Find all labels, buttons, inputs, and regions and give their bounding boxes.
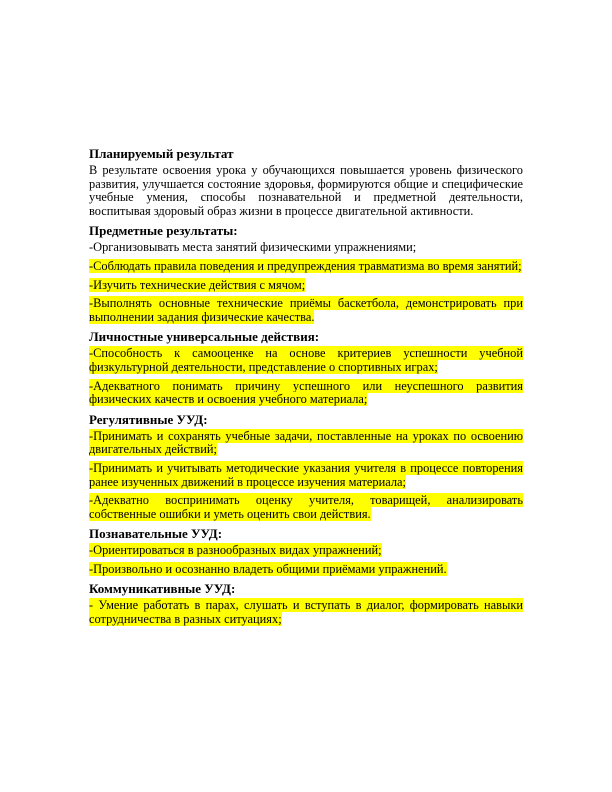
section-heading-communicative: Коммуникативные УУД: [89,581,236,597]
section-heading-regulatory: Регулятивные УУД: [89,411,208,427]
list-item: -Организовывать места занятий физическими упражнениями; [89,240,417,255]
list-item: -Способность к самооценке на основе критериев успешности учебной физкультурной деятельности, представление о спортивных играх; [89,346,523,374]
list-item: -Изучить технические действия с мячом; [89,277,306,292]
list-item: - Умение работать в парах, слушать и вступать в диалог, формировать навыки сотрудничества в разных ситуациях; [89,598,523,627]
list-item: -Соблюдать правила поведения и предупреждения травматизма во время занятий; [89,258,522,273]
section-heading-cognitive: Познавательные УУД: [89,526,223,542]
list-item: -Ориентироваться в разнообразных видах упражнений; [89,543,382,558]
section-heading-subject: Предметные результаты: [89,223,238,239]
list-item: -Адекватного понимать причину успешного или неуспешного развития физических качеств и освоения учебного материала; [89,378,523,407]
doc-title: Планируемый результат [89,146,234,161]
list-item: -Произвольно и осознанно владеть общими приёмами упражнений. [89,561,447,576]
document-body [89,145,523,632]
list-item: -Принимать и сохранять учебные задачи, поставленные на уроках по освоению двигательных действий; [89,428,523,457]
list-item: -Принимать и учитывать методические указания учителя в процессе повторения ранее изученных движений в процессе изучения материала; [89,460,523,489]
list-item: -Адекватно воспринимать оценку учителя, товарищей, анализировать собственные ошибки и уметь оценить свои действия. [89,493,523,521]
section-heading-personal: Личностные универсальные действия: [89,329,320,345]
list-item: -Выполнять основные технические приёмы баскетбола, демонстрировать при выполнении задания физические качества. [89,296,523,324]
intro-paragraph: В результате освоения урока у обучающихся повышается уровень физического развития, улучшается состояние здоровья, формируются общие и специфические учебные умения, способы познавательной и предметной деятельности, воспитывая здоровый образ жизни в процессе двигательной активности. [89,163,523,218]
